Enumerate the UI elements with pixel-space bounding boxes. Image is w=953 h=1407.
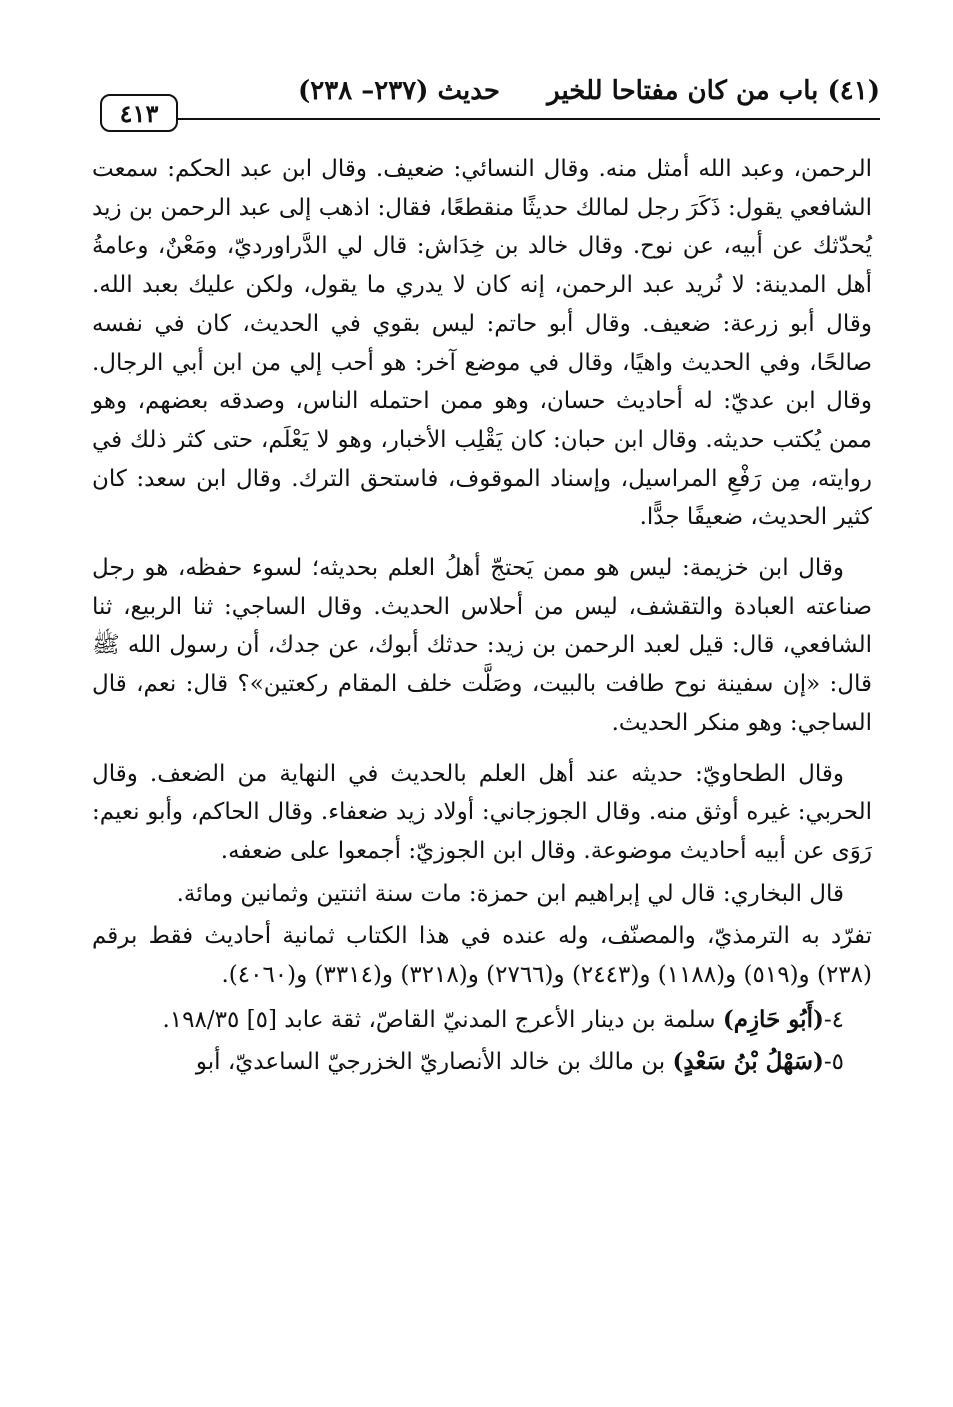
entry-text: سلمة بن دينار الأعرج المدنيّ القاصّ، ثقة عابد [٥] ١٩٨/٣٥. <box>162 1006 723 1033</box>
hadith-range: حديث (٢٣٧– ٢٣٨) <box>297 76 500 106</box>
running-header <box>100 72 880 132</box>
paragraph-4: قال البخاري: قال لي إبراهيم ابن حمزة: مات سنة اثنتين وثمانين ومائة. <box>176 880 844 907</box>
paragraph-1: الرحمن، وعبد الله أمثل منه. وقال النسائي: ضعيف. وقال ابن عبد الحكم: سمعت الشافعي يقول: ذَكَرَ رجل لمالك حديثًا منقطعًا، فقال: اذهب إلى عبد الرحمن بن زيد يُحدّثك عن أبيه، عن نوح. وقال خالد بن خِدَاش: قال لي الدَّراورديّ، ومَعْنٌ، وعامةُ أهل المدينة: لا نُريد عبد الرحمن، إنه كان لا يدري ما يقول، ولكن عليك بعبد الله. وقال أبو زرعة: ضعيف. وقال أبو حاتم: ليس بقوي في الحديث، كان في نفسه صالحًا، وفي الحديث واهيًا، وقال في موضع آخر: هو أحب إلي من ابن أبي الرجال. وقال ابن عديّ: له أحاديث حسان، وهو ممن احتمله الناس، وصدقه بعضهم، وهو ممن يُكتب حديثه. وقال ابن حبان: كان يَقْلِب الأخبار، وهو لا يَعْلَم، حتى كثر ذلك في روايته، مِن رَفْعِ المراسيل، وإسناد الموقوف، فاستحق الترك. وقال ابن سعد: كان كثير الحديث، ضعيفًا جدًّا. <box>92 156 872 531</box>
page-body <box>92 150 872 1082</box>
narrator-name: (سَهْلُ بْنُ سَعْدٍ) <box>672 1048 824 1076</box>
page-number-box <box>100 94 178 132</box>
entry-number: ٥- <box>823 1049 844 1076</box>
narrator-name: (أَبُو حَازِم) <box>722 1005 824 1033</box>
chapter-title: (٤١) باب من كان مفتاحا للخير <box>547 76 880 106</box>
header-rule <box>178 118 880 120</box>
paragraph-5: تفرّد به الترمذيّ، والمصنّف، وله عنده في هذا الكتاب ثمانية أحاديث فقط برقم (٢٣٨) و(٥١٩) و(١١٨٨) و(٢٤٤٣) و(٢٧٦٦) و(٣٢١٨) و(٣٣١٤) و(٤٠٦٠). <box>92 923 872 989</box>
entry-number: ٤- <box>823 1006 844 1033</box>
paragraph-2: وقال ابن خزيمة: ليس هو ممن يَحتجّ أهلُ العلم بحديثه؛ لسوء حفظه، هو رجل صناعته العبادة والتقشف، ليس من أحلاس الحديث. وقال الساجي: ثنا الربيع، ثنا الشافعي، قال: قيل لعبد الرحمن بن زيد: حدثك أبوك، عن جدك، أن رسول الله ﷺ قال: «إن سفينة نوح طافت بالبيت، وصَلَّت خلف المقام ركعتين»؟ قال: نعم، قال الساجي: وهو منكر الحديث. <box>92 555 872 736</box>
narrator-entry-5 <box>92 1043 872 1082</box>
narrator-entry-4 <box>92 1001 872 1040</box>
entry-text: بن مالك بن خالد الأنصاريّ الخزرجيّ الساعديّ، أبو <box>195 1049 673 1076</box>
paragraph-3: وقال الطحاويّ: حديثه عند أهل العلم بالحديث في النهاية من الضعف. وقال الحربي: غيره أوثق منه. وقال الجوزجاني: أولاد زيد ضعفاء. وقال الحاكم، وأبو نعيم: رَوَى عن أبيه أحاديث موضوعة. وقال ابن الجوزيّ: أجمعوا على ضعفه. <box>92 760 872 864</box>
page-number: ٤١٣ <box>119 98 159 128</box>
